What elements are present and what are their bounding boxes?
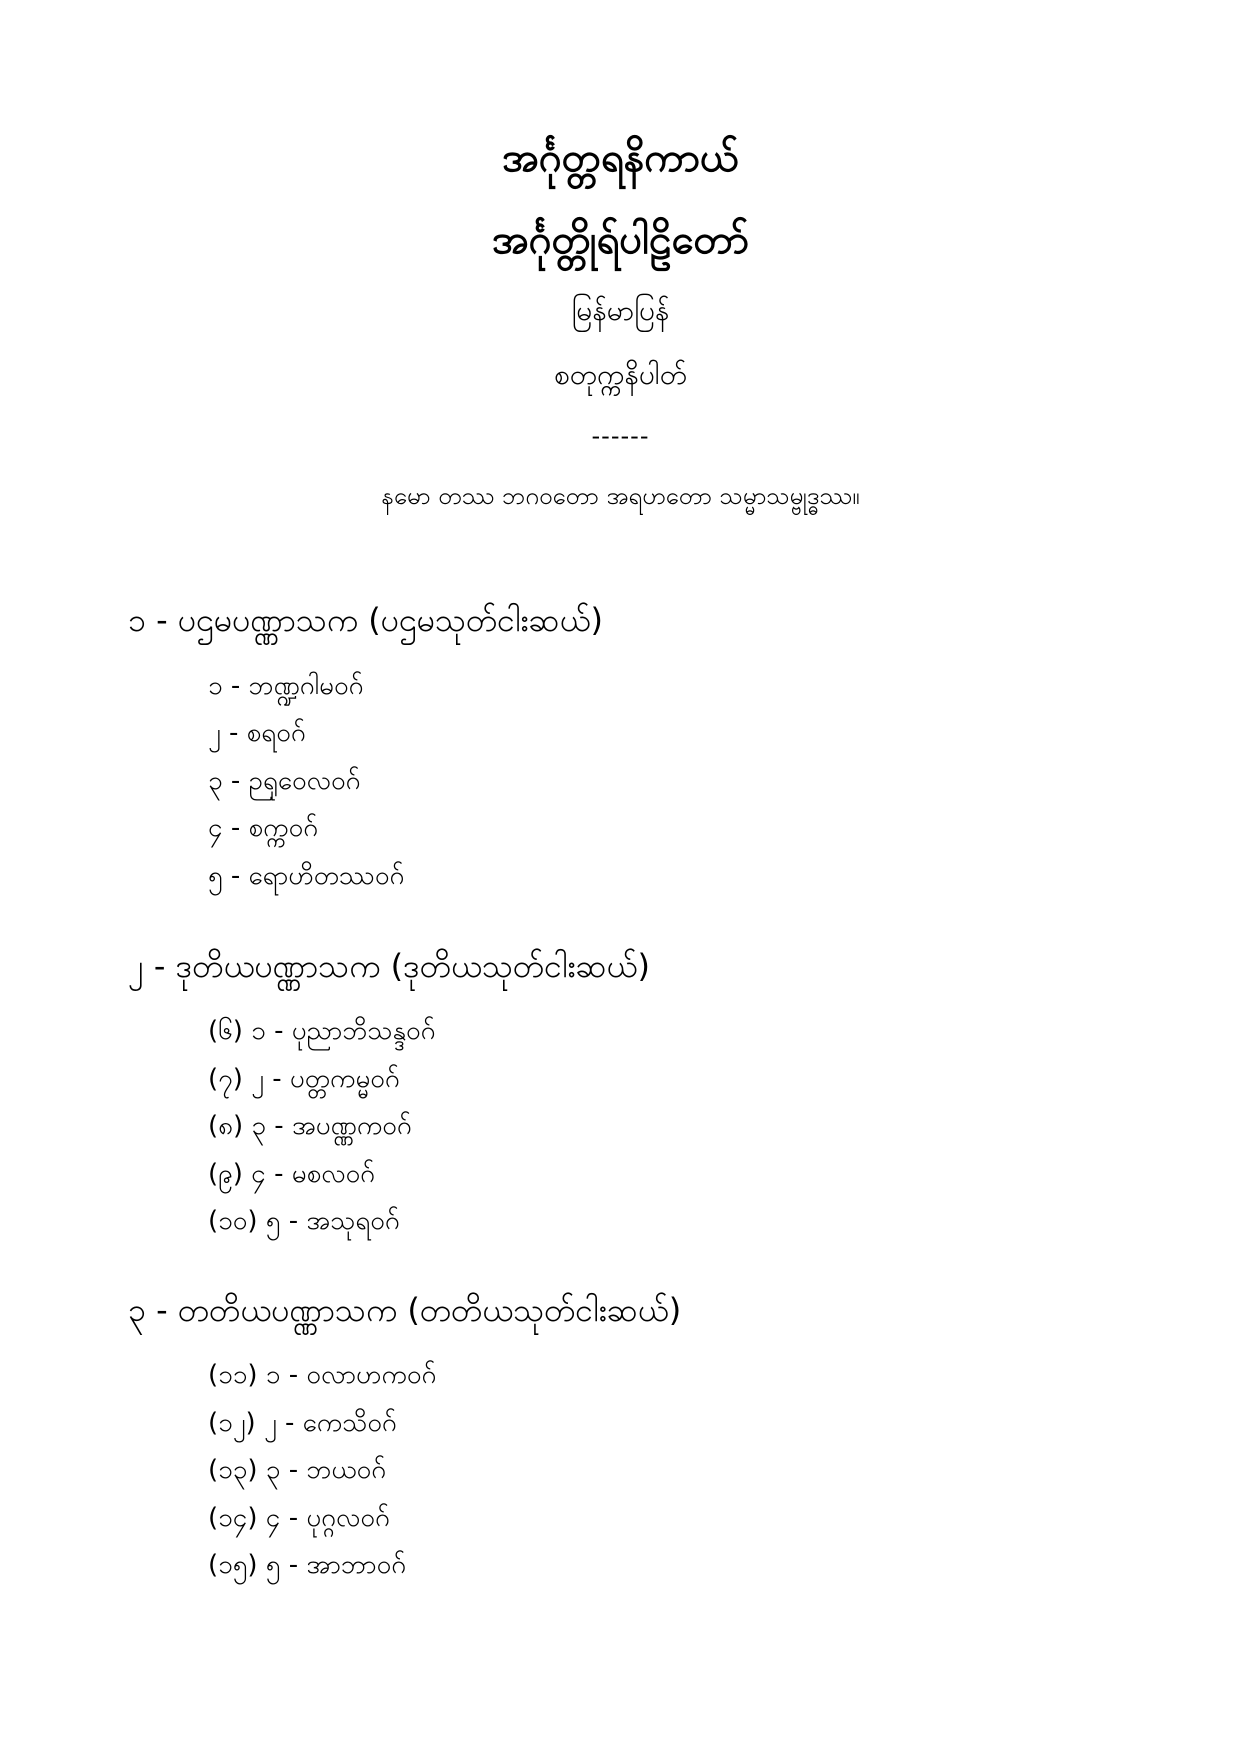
toc-item: (၆) ၁ - ပုညာဘိသန္ဒဝဂ် [208, 1016, 436, 1046]
toc-item: (၇) ၂ - ပတ္တကမ္မဝဂ် [208, 1064, 400, 1094]
subtitle-nipata: စတုက္ကနိပါတ် [554, 358, 687, 391]
toc-item: (၁၃) ၃ - ဘယဝဂ် [208, 1455, 387, 1485]
section-heading: ၂ - ဒုတိယပဏ္ဏာသက (ဒုတိယသုတ်ငါးဆယ်) [128, 947, 650, 985]
toc-item: ၂ - စရဝဂ် [208, 718, 306, 748]
title-line-2: အင်္ဂုတ္တိုရ်ပါဠိတော် [492, 217, 749, 263]
divider: ------ [591, 422, 650, 450]
title-line-1: အင်္ဂုတ္တရနိကာယ် [502, 135, 739, 181]
toc-item: (၁၀) ၅ - အသုရဝဂ် [208, 1206, 400, 1236]
toc-item: (၁၁) ၁ - ဝလာဟကဝဂ် [208, 1360, 437, 1390]
toc-item: (၁၅) ၅ - အာဘာဝဂ် [208, 1550, 407, 1580]
toc-item: ၃ - ဉရုဝေလဝဂ် [208, 766, 361, 796]
toc-item: (၈) ၃ - အပဏ္ဏကဝဂ် [208, 1111, 412, 1141]
toc-item: ၁ - ဘဏ္ဍဂါမဝဂ် [208, 671, 364, 701]
section-heading: ၃ - တတိယပဏ္ဏာသက (တတိယသုတ်ငါးဆယ်) [128, 1291, 682, 1329]
subtitle-translation: မြန်မာပြန် [571, 294, 670, 327]
toc-item: (၁၄) ၄ - ပုဂ္ဂလဝဂ် [208, 1503, 390, 1533]
section-heading: ၁ - ပဌမပဏ္ဏာသက (ပဌမသုတ်ငါးဆယ်) [128, 601, 603, 639]
toc-item: ၅ - ရောဟိတဿဝဂ် [208, 861, 405, 891]
toc-item: (၉) ၄ - မစလဝဂ် [208, 1159, 376, 1189]
homage-line: နမော တဿ ဘဂဝတော အရဟတော သမ္မာသမ္ဗုဒ္ဓဿ။ [381, 482, 860, 510]
toc-item: ၄ - စက္ကဝဂ် [208, 813, 319, 843]
toc-item: (၁၂) ၂ - ကေသိဝဂ် [208, 1408, 397, 1438]
